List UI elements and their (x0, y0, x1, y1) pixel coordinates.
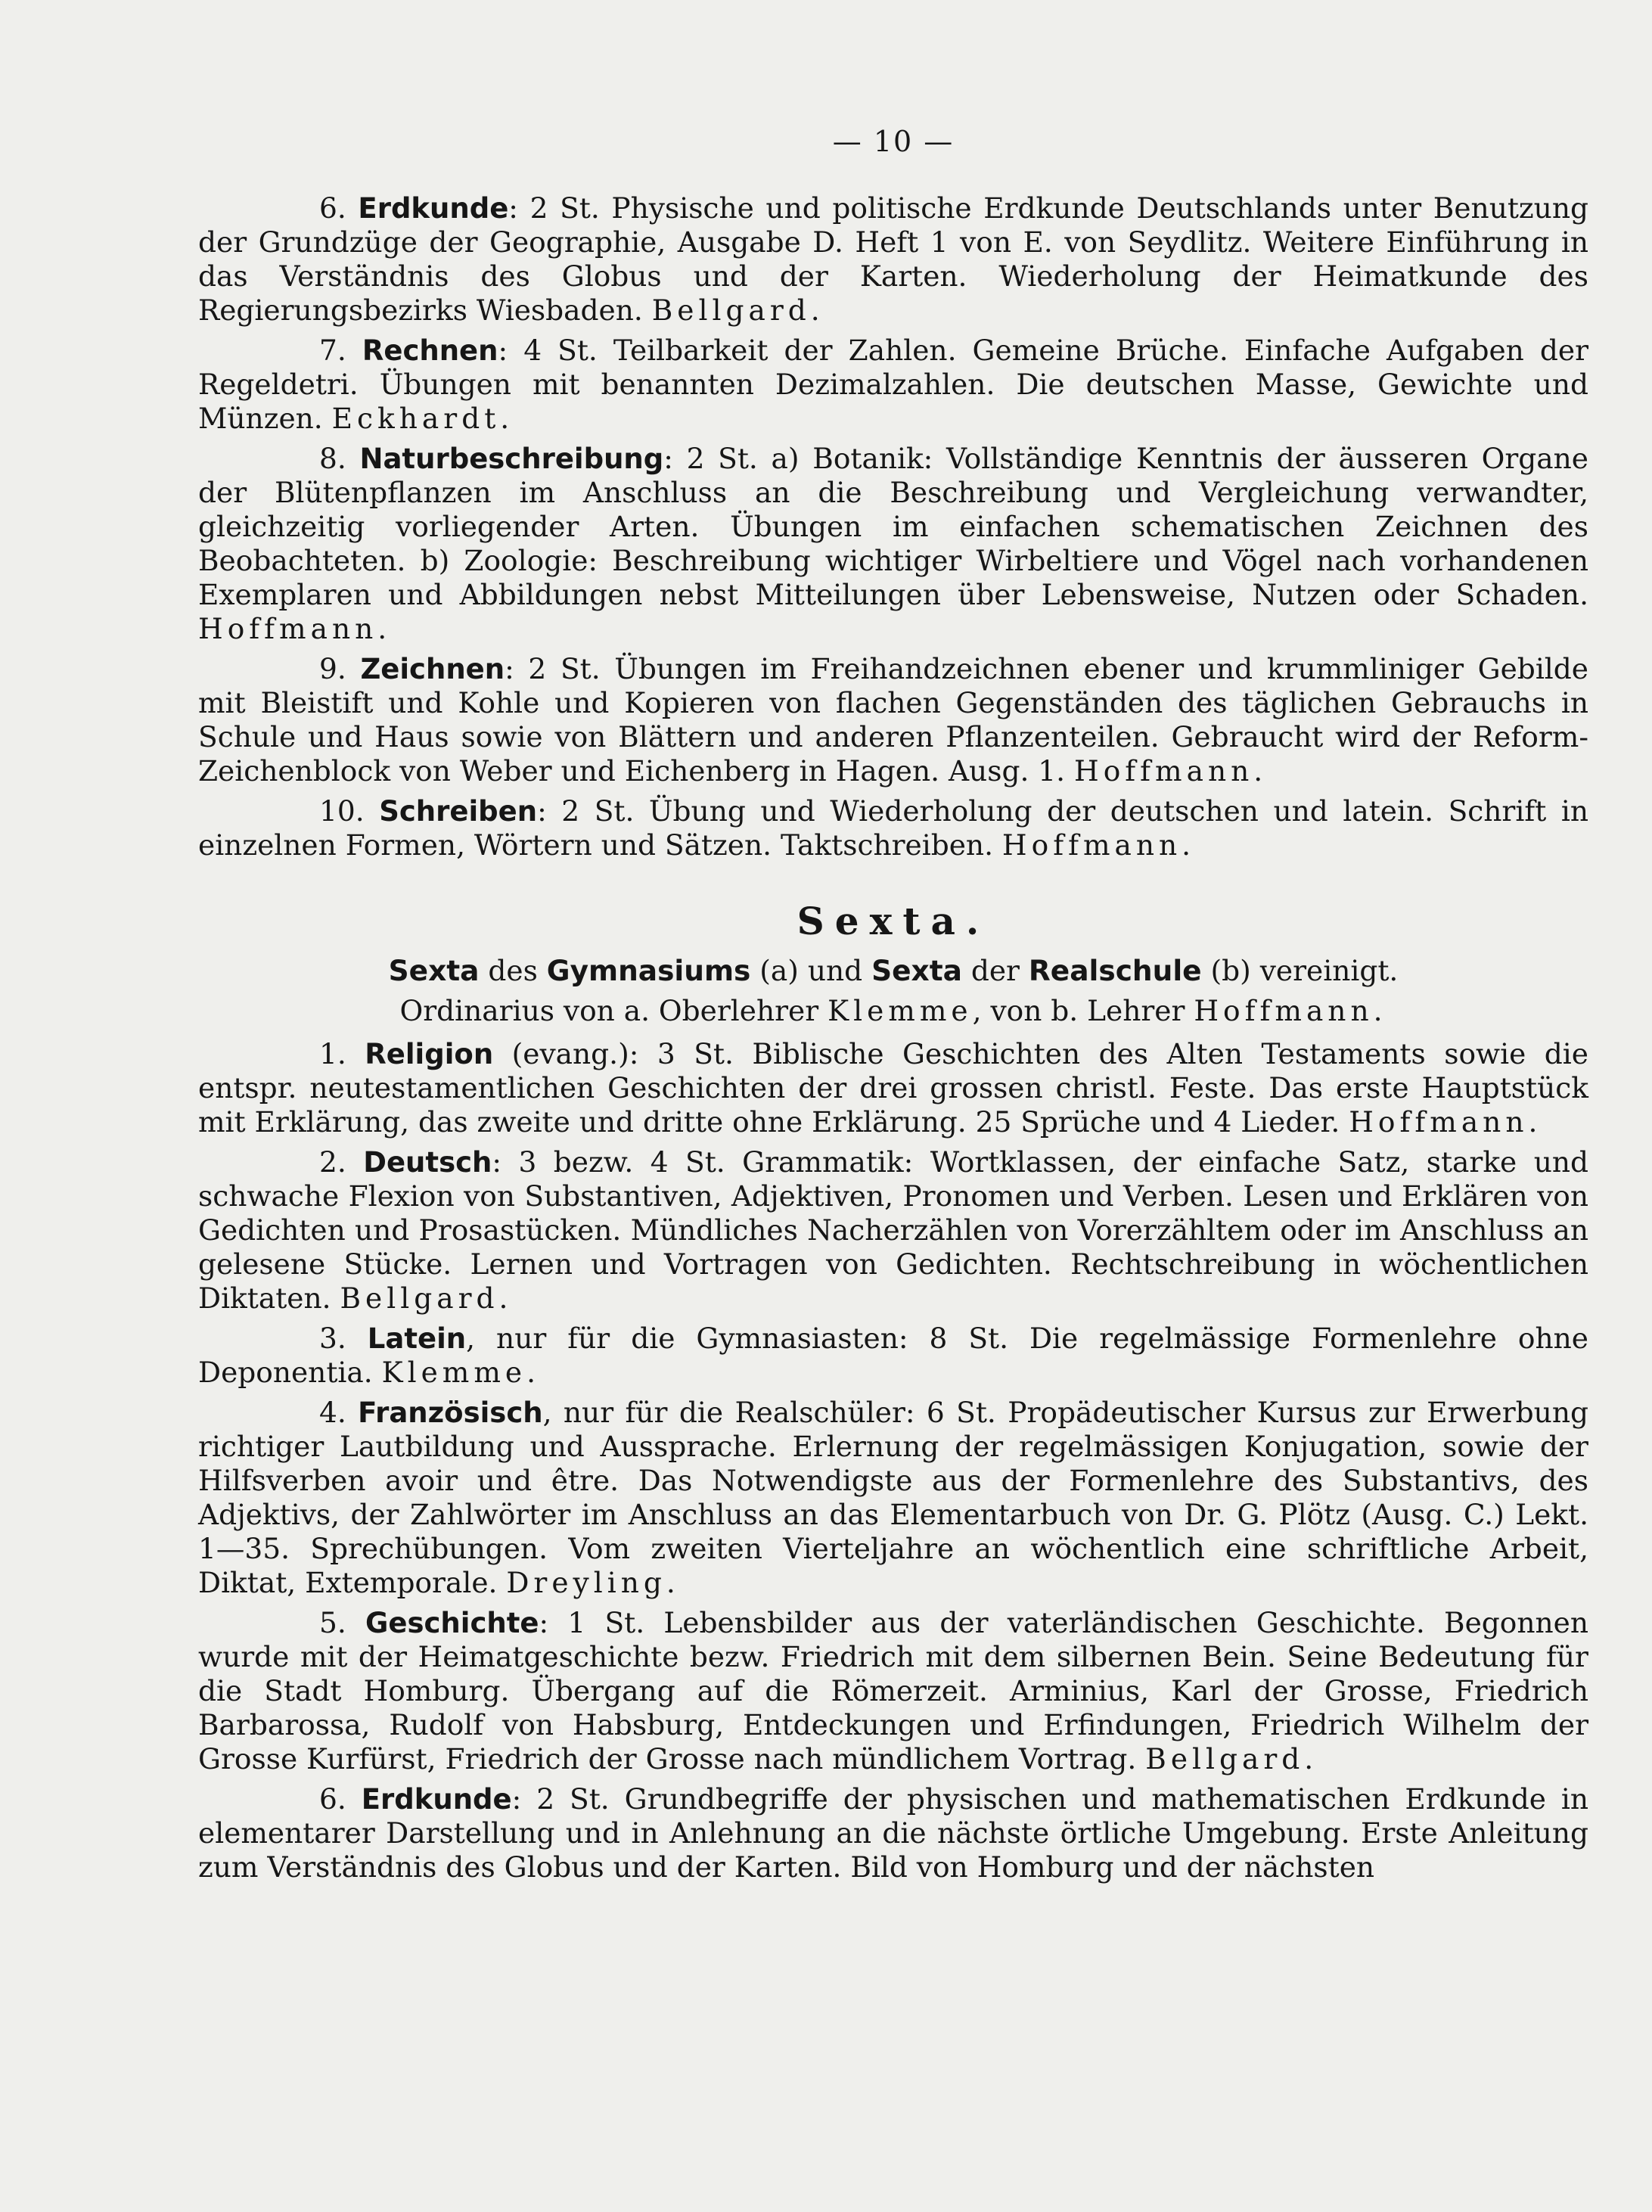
entry-number: 5. (319, 1606, 346, 1639)
entry-text: : 3 bezw. 4 St. Grammatik: Wortklassen, der einfache Satz, starke und schwache Flexion von Substantiven, Adjektiven, Pronomen und Verben. Lesen und Erklären von Gedichten und Prosastücken. Mündliches Nacherzählen von Vorerzähltem oder im Anschluss an gelesene Stücke. Lernen und Vortragen von Gedichten. Rechtschreibung in wöchentlichen Diktaten. (198, 1145, 1589, 1315)
entry-text: : 2 St. Übungen im Freihandzeichnen ebener und krummliniger Gebilde mit Bleistift und Kohle und Kopieren von flachen Gegenständen des täglichen Gebrauchs in Schule und Haus sowie von Blättern und anderen Pflanzenteilen. Gebraucht wird der Reform-Zeichenblock von Weber und Eichenberg in Hagen. Ausg. 1. (198, 652, 1588, 788)
course-entry (198, 1396, 1588, 1600)
entry-number: 6. (319, 1782, 346, 1816)
ordinarius-teacher: Klemme (828, 994, 973, 1027)
subject-heading: Zeichnen (360, 653, 505, 685)
subject-heading: Latein (367, 1322, 467, 1355)
entry-number: 8. (319, 442, 346, 475)
teacher-name: Hoffmann. (1074, 754, 1268, 788)
entry-text: : 2 St. Grundbegriffe der physischen und mathematischen Erdkunde in elementarer Darstellung und in Anlehnung an die nächste örtliche Umgebung. Erste Anleitung zum Verständnis des Globus und der Karten. Bild von Homburg und der nächsten (198, 1782, 1588, 1884)
teacher-name: Dreyling. (506, 1566, 680, 1599)
subtitle-part: des (479, 954, 547, 987)
entry-text: , nur für die Realschüler: 6 St. Propädeutischer Kursus zur Erwerbung richtiger Lautbildung und Aussprache. Erlernung der regelmässigen Konjugation, sowie der Hilfsverben avoir und être. Das Notwendigste aus der Formenlehre des Substantivs, des Adjektivs, der Zahlwörter im Anschluss an das Elementarbuch von Dr. G. Plötz (Ausg. C.) Lekt. 1—35. Sprechübungen. Vom zweiten Vierteljahre an wöchentlich eine schriftliche Arbeit, Diktat, Extemporale. (198, 1396, 1588, 1599)
entry-number: 10. (319, 794, 365, 828)
subject-heading: Französisch (358, 1396, 543, 1429)
course-entry (198, 1782, 1588, 1884)
course-list-sexta (198, 1037, 1588, 1884)
entry-text: : 2 St. Übung und Wiederholung der deutschen und latein. Schrift in einzelnen Formen, Wörtern und Sätzen. Taktschreiben. (198, 794, 1588, 862)
entry-text: : 2 St. Physische und politische Erdkunde Deutschlands unter Benutzung der Grundzüge der Geographie, Ausgabe D. Heft 1 von E. von Seydlitz. Weitere Einführung in das Verständnis des Globus und der Karten. Wiederholung der Heimatkunde des Regierungsbezirks Wiesbaden. (198, 191, 1588, 327)
entry-text: : 1 St. Lebensbilder aus der vaterländischen Geschichte. Begonnen wurde mit der Heimatgeschichte bezw. Friedrich mit dem silbernen Bein. Seine Bedeutung für die Stadt Homburg. Übergang auf die Römerzeit. Arminius, Karl der Grosse, Friedrich Barbarossa, Rudolf von Habsburg, Entdeckungen und Erfindungen, Friedrich Wilhelm der Grosse Kurfürst, Friedrich der Grosse nach mündlichem Vortrag. (198, 1606, 1589, 1776)
ordinarius-line (198, 994, 1588, 1028)
entry-text: : 4 St. Teilbarkeit der Zahlen. Gemeine Brüche. Einfache Aufgaben der Regeldetri. Übungen mit benannten Dezimalzahlen. Die deutschen Masse, Gewichte und Münzen. (198, 334, 1589, 435)
subject-heading: Erdkunde (361, 1783, 512, 1816)
subject-heading: Religion (365, 1038, 494, 1070)
ordinarius-part: , von b. Lehrer (972, 994, 1194, 1027)
teacher-name: Bellgard. (340, 1282, 513, 1315)
subject-heading: Naturbeschreibung (359, 443, 664, 475)
course-entry (198, 334, 1588, 436)
entry-number: 4. (319, 1396, 346, 1429)
course-entry (198, 191, 1588, 328)
subject-heading: Erdkunde (358, 192, 509, 225)
entry-text: : 2 St. a) Botanik: Vollständige Kenntnis der äusseren Organe der Blütenpflanzen im Anschluss an die Beschreibung und Vergleichung verwandter, gleichzeitig vorliegender Arten. Übungen im einfachen schematischen Zeichnen des Beobachteten. b) Zoologie: Beschreibung wichtiger Wirbeltiere und Vögel nach vorhandenen Exemplaren und Abbildungen nebst Mitteilungen über Lebensweise, Nutzen oder Schaden. (198, 442, 1589, 611)
course-entry (198, 442, 1588, 646)
teacher-name: Hoffmann. (1001, 828, 1196, 862)
subtitle-part: Realschule (1028, 954, 1202, 987)
course-list-part1 (198, 191, 1588, 862)
section-subtitle (198, 954, 1588, 988)
teacher-name: Bellgard. (651, 294, 824, 327)
subtitle-part: (b) vereinigt. (1201, 954, 1399, 987)
entry-number: 9. (319, 652, 346, 685)
entry-number: 7. (319, 334, 346, 367)
subtitle-part: Sexta (388, 954, 480, 987)
course-entry (198, 794, 1588, 862)
course-entry (198, 652, 1588, 788)
section-title: Sexta. (796, 899, 990, 943)
course-entry (198, 1322, 1588, 1390)
ordinarius-teacher: Hoffmann. (1194, 994, 1387, 1027)
subject-heading: Geschichte (365, 1607, 539, 1639)
teacher-name: Eckhardt. (331, 402, 514, 435)
entry-number: 3. (319, 1322, 346, 1355)
teacher-name: Hoffmann. (1349, 1105, 1542, 1139)
entry-number: 6. (319, 191, 346, 225)
teacher-name: Klemme. (381, 1356, 541, 1389)
teacher-name: Bellgard. (1145, 1742, 1318, 1776)
ordinarius-part: Ordinarius von a. Oberlehrer (399, 994, 828, 1027)
subtitle-part: Gymnasiums (546, 954, 751, 987)
subject-heading: Deutsch (363, 1146, 492, 1179)
entry-number: 2. (319, 1145, 346, 1179)
subject-heading: Schreiben (379, 795, 538, 828)
course-entry (198, 1037, 1588, 1139)
page-number: — 10 — (832, 125, 955, 158)
course-entry (198, 1145, 1588, 1316)
subtitle-part: (a) und (750, 954, 872, 987)
teacher-name: Hoffmann. (198, 612, 392, 645)
subject-heading: Rechnen (362, 334, 498, 367)
course-entry (198, 1606, 1588, 1776)
entry-text: , nur für die Gymnasiasten: 8 St. Die regelmässige Formenlehre ohne Deponentia. (198, 1322, 1589, 1389)
entry-number: 1. (319, 1037, 346, 1070)
subtitle-part: der (961, 954, 1029, 987)
subtitle-part: Sexta (871, 954, 962, 987)
entry-text: (evang.): 3 St. Biblische Geschichten des Alten Testaments sowie die entspr. neutestamentlichen Geschichten der drei grossen christl. Feste. Das erste Hauptstück mit Erklärung, das zweite und dritte ohne Erklärung. 25 Sprüche und 4 Lieder. (198, 1037, 1588, 1139)
